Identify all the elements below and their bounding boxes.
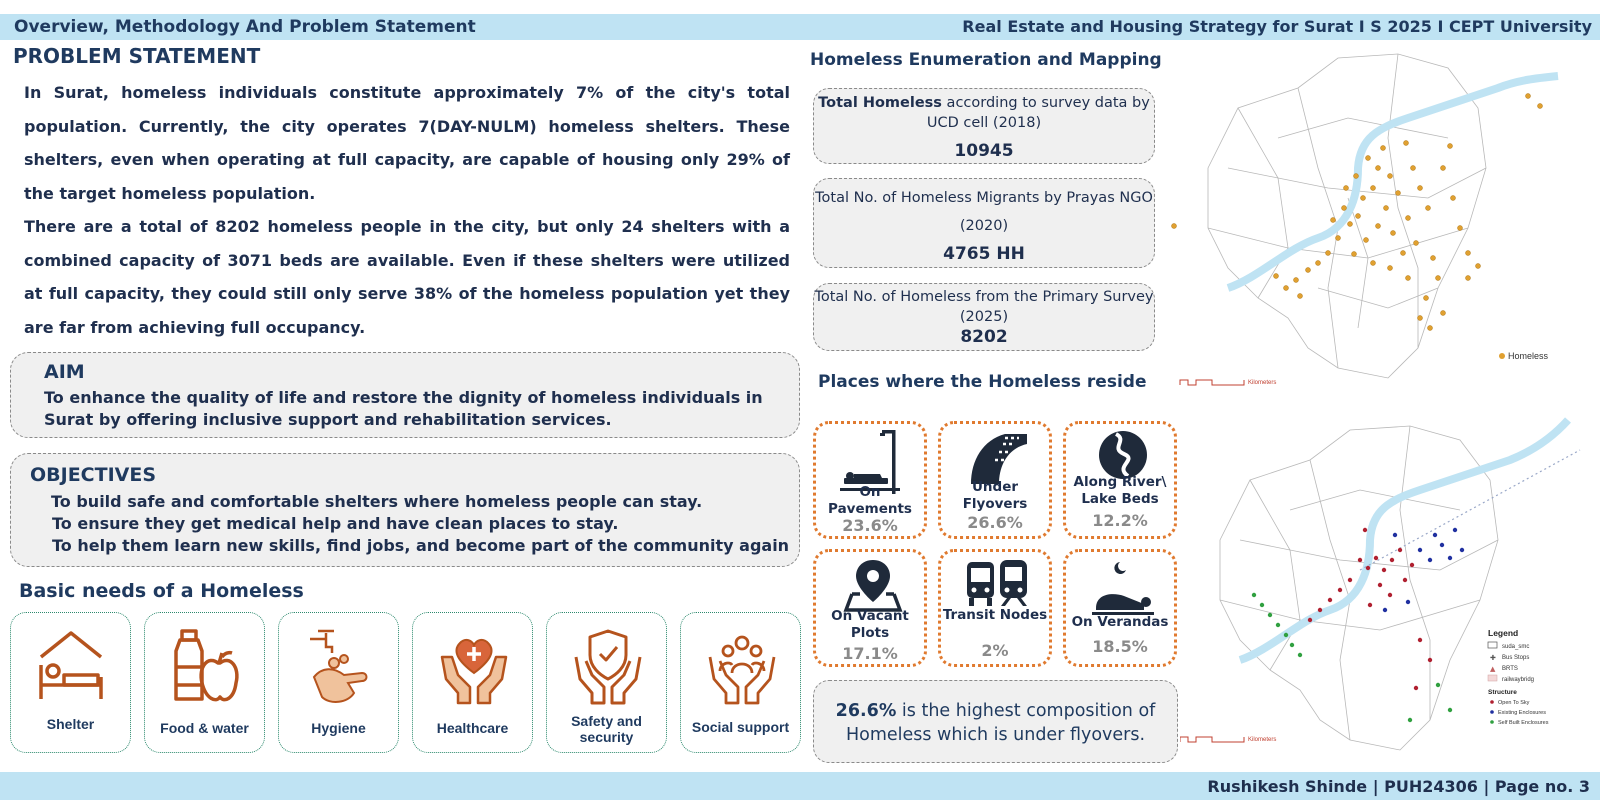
aim-title: AIM xyxy=(44,361,85,383)
map-structure-title: Structure xyxy=(1488,689,1517,696)
map-structure-item: Self Built Enclosures xyxy=(1498,720,1549,726)
objectives-list xyxy=(51,491,789,557)
place-label: Under Flyovers xyxy=(962,479,1028,512)
basic-needs-row xyxy=(10,612,800,755)
river-icon xyxy=(1090,430,1156,480)
handwash-icon xyxy=(304,627,376,712)
place-card-transit xyxy=(938,549,1052,667)
need-label: Shelter xyxy=(46,716,95,732)
map-structure-item: Existing Enclosures xyxy=(1498,710,1546,716)
map-legend-item: railwaybridg xyxy=(1502,677,1535,683)
footer-text: Rushikesh Shinde | PUH24306 | Page no. 3 xyxy=(1207,777,1590,796)
place-card-verandas xyxy=(1063,549,1177,667)
objective-item: To ensure they get medical help and have clean places to stay. xyxy=(52,514,619,533)
need-card-safety xyxy=(546,612,667,753)
map-structure-item: Open To Sky xyxy=(1498,700,1530,706)
shield-hands-icon xyxy=(572,627,644,707)
summary-text: is the highest composition of Homeless which is under flyovers. xyxy=(845,701,1156,745)
flyover-icon xyxy=(965,430,1031,486)
map-legend-title: Legend xyxy=(1488,628,1519,638)
problem-paragraph-1: In Surat, homeless individuals constitute approximately 7% of the city's total population. Currently, the city operates 7(DAY-NULM) homeless shelters. These shelters, even when operating at full capacity, are capable of housing only 29% of the target homeless population. xyxy=(24,83,790,203)
place-label: On Pavements xyxy=(828,484,912,517)
place-percentage: 23.6% xyxy=(842,516,898,535)
objectives-title: OBJECTIVES xyxy=(30,464,157,486)
objective-item: To help them learn new skills, find jobs, and become part of the community again xyxy=(52,536,790,555)
basic-needs-heading: Basic needs of a Homeless xyxy=(19,580,304,602)
place-percentage: 17.1% xyxy=(842,644,898,663)
stat-box-ucd xyxy=(813,88,1155,164)
map-graphic xyxy=(1168,48,1592,398)
place-percentage: 2% xyxy=(981,641,1009,660)
river-path xyxy=(1228,76,1558,288)
bus-train-icon xyxy=(965,558,1031,608)
need-card-hygiene xyxy=(278,612,399,753)
place-card-vacant-plots xyxy=(813,549,927,667)
stat-value: 8202 xyxy=(960,327,1008,347)
places-heading: Places where the Homeless reside xyxy=(818,372,1147,392)
stat-value: 4765 HH xyxy=(943,244,1025,264)
svg-text:✚: ✚ xyxy=(1490,654,1496,662)
homeless-distribution-map xyxy=(1168,48,1592,398)
sleeping-person-icon xyxy=(1090,558,1156,618)
homeless-structure-map xyxy=(1180,410,1594,762)
flyover-summary-box xyxy=(813,680,1178,763)
problem-statement-heading: PROBLEM STATEMENT xyxy=(13,44,261,68)
stat-value: 10945 xyxy=(954,141,1014,161)
stat-box-survey xyxy=(813,283,1155,351)
summary-highlight: 26.6% xyxy=(835,701,897,721)
problem-statement-body xyxy=(24,76,790,344)
need-card-healthcare xyxy=(412,612,533,753)
header-bar xyxy=(0,14,1600,40)
stat-label: Total No. of Homeless from the Primary Survey (2025) xyxy=(814,289,1154,325)
svg-text:▲: ▲ xyxy=(1490,665,1496,673)
need-card-food xyxy=(144,612,265,753)
stat-box-prayas xyxy=(813,178,1155,268)
need-card-social xyxy=(680,612,801,753)
document-title: Real Estate and Housing Strategy for Surat I S 2025 I CEPT University xyxy=(962,17,1592,36)
place-card-river xyxy=(1063,421,1177,539)
place-percentage: 18.5% xyxy=(1092,637,1148,656)
bed-house-icon xyxy=(36,627,106,702)
place-label: On Verandas xyxy=(1071,614,1169,630)
food-water-icon xyxy=(170,627,240,707)
place-card-flyovers xyxy=(938,421,1052,539)
need-label: Social support xyxy=(691,719,790,735)
community-hands-icon xyxy=(706,627,778,707)
heart-hands-icon xyxy=(438,627,510,707)
map-legend-item: BRTS xyxy=(1502,666,1518,672)
footer-bar xyxy=(0,772,1600,800)
objective-item: To build safe and comfortable shelters where homeless people can stay. xyxy=(51,492,703,511)
problem-paragraph-2: There are a total of 8202 homeless people in the city, but only 24 shelters with a combined capacity of 3071 beds are available. Even if these shelters were utilized at full capacity, they could still only serve 38% of the homeless population yet they are far from achieving full occupancy. xyxy=(24,217,790,337)
stat-label: Total No. of Homeless Migrants by Prayas NGO (2020) xyxy=(815,190,1153,234)
place-percentage: 26.6% xyxy=(967,513,1023,532)
map-legend-item: suda_smc xyxy=(1502,644,1530,650)
aim-box xyxy=(10,352,800,438)
map-graphic xyxy=(1180,410,1594,762)
map-scale-label: Kilometers xyxy=(1248,737,1277,743)
need-label: Hygiene xyxy=(311,720,366,736)
place-label: On Vacant Plots xyxy=(831,608,909,641)
enumeration-heading: Homeless Enumeration and Mapping xyxy=(810,50,1162,70)
map-legend-homeless: Homeless xyxy=(1508,351,1549,361)
place-card-pavements xyxy=(813,421,927,539)
need-card-shelter xyxy=(10,612,131,753)
objectives-box xyxy=(10,453,800,567)
need-label: Safety and security xyxy=(571,713,642,745)
section-title: Overview, Methodology And Problem Statement xyxy=(14,17,476,37)
need-label: Healthcare xyxy=(436,720,509,736)
stat-label: Total Homeless according to survey data by UCD cell (2018) xyxy=(818,95,1150,131)
map-scale-label: Kilometers xyxy=(1248,380,1277,386)
location-pin-icon xyxy=(840,558,906,614)
place-label: Transit Nodes xyxy=(942,607,1048,623)
structure-points xyxy=(1252,528,1464,722)
place-label: Along River\ Lake Beds xyxy=(1073,474,1167,507)
map-legend-item: Bus Stops xyxy=(1502,655,1530,661)
need-label: Food & water xyxy=(160,720,249,736)
aim-text: To enhance the quality of life and restore the dignity of homeless individuals in Surat by offering inclusive support and rehabilitation services. xyxy=(44,388,763,429)
place-percentage: 12.2% xyxy=(1092,511,1148,530)
